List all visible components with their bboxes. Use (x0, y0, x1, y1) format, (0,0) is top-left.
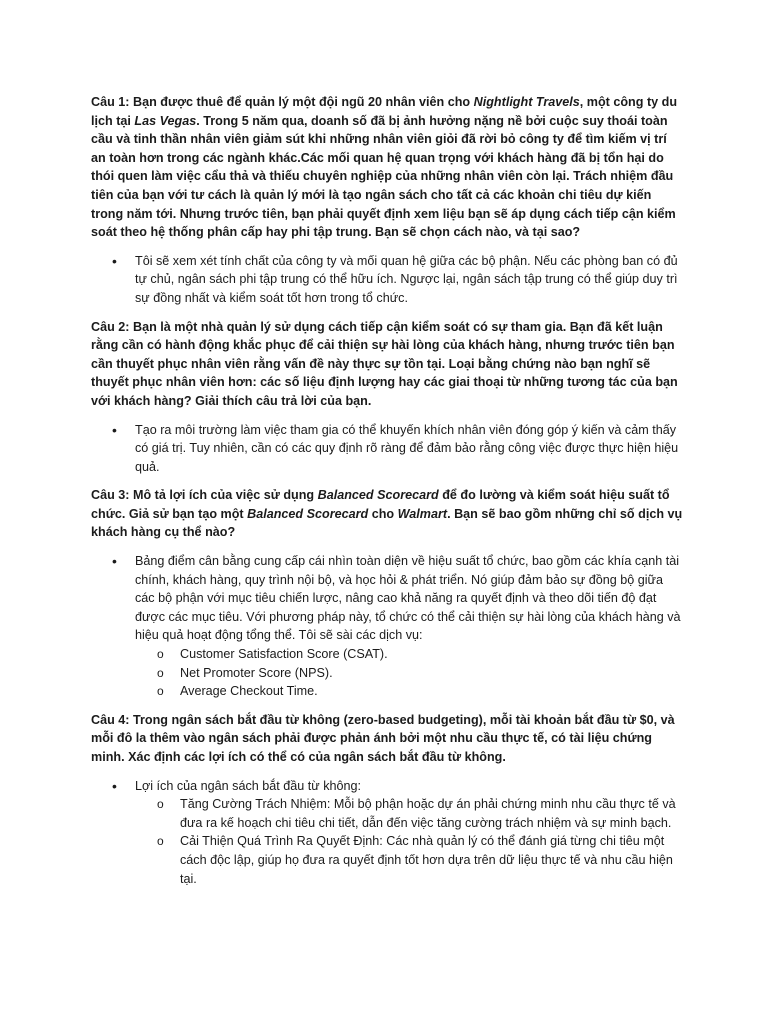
question-1-section (91, 93, 683, 308)
question-4-text: Câu 4: Trong ngân sách bắt đầu từ không (zero-based budgeting), mỗi tài khoản bắt đầu từ $0, và mỗi đô la thêm vào ngân sách phải được phản ánh bởi một nhu cầu thực tế, có tài liệu chứng minh. Xác định các lợi ích có thể có của ngân sách bắt đầu từ không. (91, 712, 675, 764)
benefit-item: o Tăng Cường Trách Nhiệm: Mỗi bộ phận hoặc dự án phải chứng minh nhu cầu thực tế và đưa ra kế hoạch chi tiêu chi tiết, dẫn đến việc tăng cường trách nhiệm và sự minh bạch. (135, 795, 683, 832)
answer-3-item (91, 552, 683, 701)
question-1-mid: , một công ty du lịch tại (91, 95, 678, 128)
city-name: Las Vegas (134, 113, 197, 128)
balanced-scorecard-term-2: Balanced Scorecard (247, 506, 369, 521)
metric-item: o Average Checkout Time. (135, 682, 683, 701)
question-1-text (91, 93, 683, 242)
answer-2-list (91, 421, 683, 477)
walmart-name: Walmart (397, 506, 448, 521)
question-3-mid: để đo lường và kiểm soát hiệu suất tổ chức. Giả sử bạn tạo một (91, 488, 670, 521)
question-3-text (91, 486, 683, 542)
question-3-rest: . Bạn sẽ bao gồm những chỉ số dịch vụ khách hàng cụ thể nào? (91, 506, 683, 540)
question-1-rest: . Trong 5 năm qua, doanh số đã bị ảnh hưởng nặng nề bởi cuộc suy thoái toàn cầu và tinh thần nhân viên giảm sút khi những nhân viên giỏi đã rời bỏ công ty để tìm kiếm vị trí an toàn hơn trong các ngành khác.Các mối quan hệ quan trọng với khách hàng đã bị tổn hại do thói quen làm việc cẩu thả và thiếu chuyên nghiệp của những nhân viên còn lại. Trách nhiệm đầu tiên của bạn với tư cách là quản lý mới là tạo ngân sách cho tất cả các khoản chi tiêu dự kiến trong năm tới. Nhưng trước tiên, bạn phải quyết định xem liệu bạn sẽ áp dụng cách tiếp cận kiểm soát theo hệ thống phân cấp hay phi tập trung. Bạn sẽ chọn cách nào, và tại sao? (91, 113, 676, 240)
answer-1-list (91, 252, 683, 308)
answer-3-list (91, 552, 683, 701)
answer-1-item: • Tôi sẽ xem xét tính chất của công ty và mối quan hệ giữa các bộ phận. Nếu các phòng ban có đủ tự chủ, ngân sách phi tập trung có thể hữu ích. Ngược lại, ngân sách tập trung có thể giúp duy trì sự đồng nhất và kiểm soát tốt hơn trong tổ chức. (91, 252, 683, 308)
answer-2-item: • Tạo ra môi trường làm việc tham gia có thể khuyến khích nhân viên đóng góp ý kiến và cảm thấy có giá trị. Tuy nhiên, cần có các quy định rõ ràng để đảm bảo rằng công việc được thực hiện hiệu quả. (91, 421, 683, 477)
question-3-prefix: Câu 3: Mô tả lợi ích của việc sử dụng (91, 488, 318, 503)
question-2-text: Câu 2: Bạn là một nhà quản lý sử dụng cách tiếp cận kiểm soát có sự tham gia. Bạn đã kết luận rằng cần có hành động khắc phục để cải thiện sự hài lòng của khách hàng, nhưng trước tiên bạn cần thuyết phục nhân viên rằng vấn đề này thực sự tồn tại. Loại bằng chứng nào bạn nghĩ sẽ thuyết phục nhân viên hơn: các số liệu định lượng hay các giai thoại từ những tương tác của bạn với khách hàng? Giải thích câu trả lời của bạn. (91, 319, 678, 408)
benefits-list (135, 795, 683, 888)
question-1-prefix: Câu 1: Bạn được thuê để quản lý một đội ngũ 20 nhân viên cho (91, 95, 474, 109)
question-3-section (91, 486, 683, 701)
balanced-scorecard-term: Balanced Scorecard (317, 488, 439, 503)
document-body (91, 93, 683, 898)
answer-4-list (91, 777, 683, 889)
company-name: Nightlight Travels (473, 95, 580, 109)
benefit-item: o Cải Thiện Quá Trình Ra Quyết Định: Các nhà quản lý có thể đánh giá từng chi tiêu một cách độc lập, giúp họ đưa ra quyết định tốt hơn dựa trên dữ liệu thực tế và nhu cầu hiện tại. (135, 832, 683, 888)
answer-3-text: Bảng điểm cân bằng cung cấp cái nhìn toàn diện về hiệu suất tổ chức, bao gồm các khía cạnh tài chính, khách hàng, quy trình nội bộ, và học hỏi & phát triển. Nó giúp đảm bảo sự đồng bộ giữa các bộ phận với mục tiêu chiến lược, nâng cao khả năng ra quyết định và theo dõi tiến độ đạt được các mục tiêu. Với phương pháp này, tổ chức có thể cải thiện sự hài lòng của khách hàng và hiệu quả hoạt động tổng thể. Tôi sẽ sài các dịch vụ: (135, 554, 681, 643)
question-2-section (91, 318, 683, 477)
question-3-mid-2: cho (368, 506, 398, 521)
metrics-list (135, 645, 683, 701)
metric-item: o Customer Satisfaction Score (CSAT). (135, 645, 683, 664)
answer-4-text: Lợi ích của ngân sách bắt đầu từ không: (135, 778, 362, 793)
answer-4-item (91, 777, 683, 889)
metric-item: o Net Promoter Score (NPS). (135, 664, 683, 683)
question-4-section (91, 711, 683, 888)
